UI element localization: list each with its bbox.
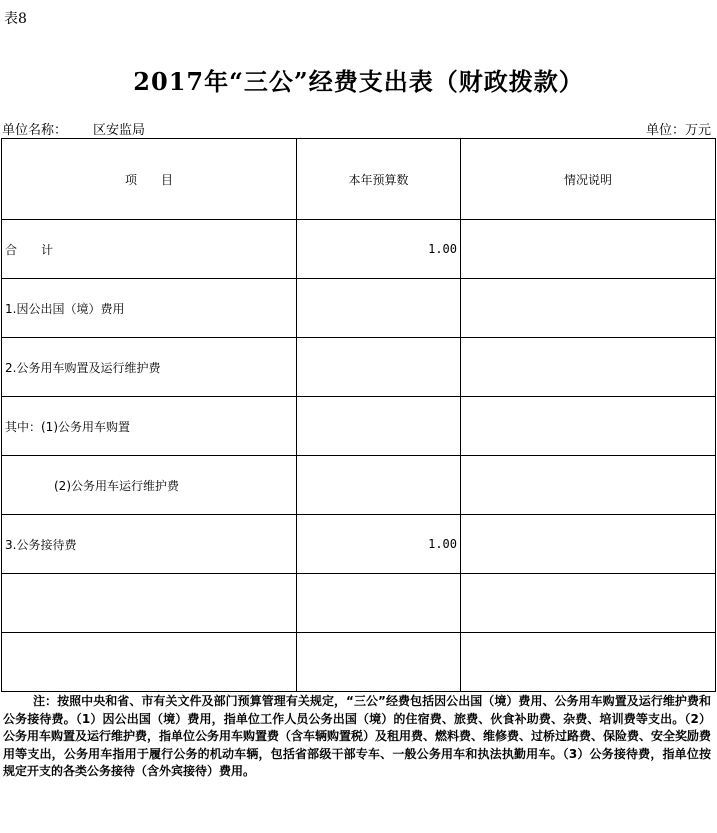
table-row — [2, 456, 716, 515]
row-item — [2, 574, 297, 633]
row-explain — [461, 456, 716, 515]
row-item — [2, 633, 297, 692]
table-row — [2, 338, 716, 397]
row-item: 其中：(1)公务用车购置 — [2, 397, 297, 456]
unit-measure: 单位：万元 — [645, 123, 711, 138]
table-row — [2, 574, 716, 633]
unit-name-value: 区安监局 — [93, 123, 146, 138]
page-title: 2017年“三公”经费支出表（财政拨款） — [133, 67, 584, 96]
footnote-text: 注：按照中央和省、市有关文件及部门预算管理有关规定，“三公”经费包括因公出国（境）费用、公务用车购置及运行维护费和公务接待费。（1）因公出国（境）费用，指单位工作人员公务出国（境）的住宿费、旅费、伙食补助费、杂费、培训费等支出。（2）公务用车购置及运行维护费，指单位公务用车购置费（含车辆购置税）及租用费、燃料费、维修费、过桥过路费、保险费、安全奖励费用等支出，公务用车指用于履行公务的机动车辆，包括省部级干部专车、一般公务用车和执法执勤用车。（3）公务接待费，指单位按规定开支的各类公务接待（含外宾接待）费用。 — [3, 694, 712, 778]
header-item: 项 目 — [2, 139, 297, 220]
row-item: 合 计 — [2, 220, 297, 279]
table-number: 表8 — [4, 11, 27, 27]
row-explain — [461, 220, 716, 279]
header-row — [2, 139, 716, 220]
row-item: (2)公务用车运行维护费 — [2, 456, 297, 515]
row-budget — [297, 574, 461, 633]
table-row — [2, 279, 716, 338]
expense-table — [1, 138, 716, 692]
row-budget — [297, 397, 461, 456]
table-row — [2, 397, 716, 456]
row-item: 1.因公出国（境）费用 — [2, 279, 297, 338]
footnote — [3, 693, 711, 781]
row-explain — [461, 279, 716, 338]
table-row — [2, 220, 716, 279]
row-item: 3.公务接待费 — [2, 515, 297, 574]
row-budget — [297, 456, 461, 515]
row-budget: 1.00 — [297, 220, 461, 279]
row-item: 2.公务用车购置及运行维护费 — [2, 338, 297, 397]
unit-name-line — [2, 119, 145, 138]
row-explain — [461, 397, 716, 456]
header-explain: 情况说明 — [461, 139, 716, 220]
row-explain — [461, 633, 716, 692]
table-row — [2, 515, 716, 574]
header-budget: 本年预算数 — [297, 139, 461, 220]
row-budget — [297, 338, 461, 397]
row-explain — [461, 574, 716, 633]
row-budget — [297, 633, 461, 692]
row-budget: 1.00 — [297, 515, 461, 574]
row-explain — [461, 338, 716, 397]
row-budget — [297, 279, 461, 338]
unit-name-label: 单位名称： — [2, 123, 68, 138]
table-row — [2, 633, 716, 692]
row-explain — [461, 515, 716, 574]
